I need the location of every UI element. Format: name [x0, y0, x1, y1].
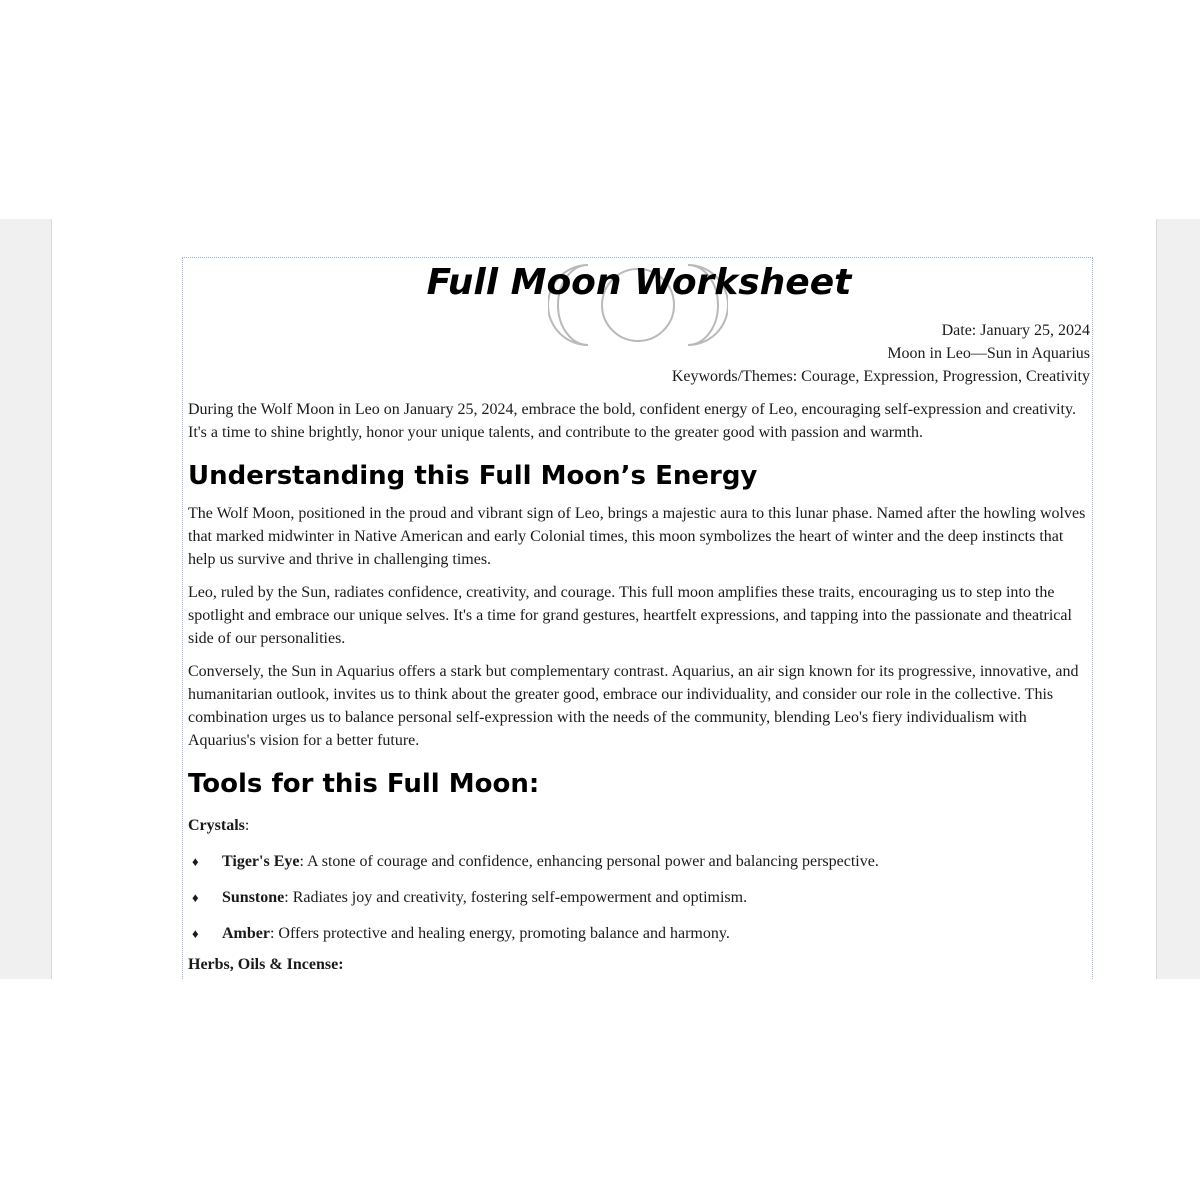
worksheet-meta — [188, 319, 1090, 388]
crystals-label-colon: : — [244, 817, 250, 834]
list-item — [188, 886, 1090, 909]
list-item — [188, 922, 1090, 945]
crystals-label — [188, 814, 1090, 837]
crystal-description: : Radiates joy and creativity, fostering self-empowerment and optimism. — [284, 889, 748, 906]
energy-paragraph: Leo, ruled by the Sun, radiates confidence, creativity, and courage. This full moon amplifies these traits, encouraging us to step into the spotlight and embrace our unique selves. It's a time for grand gestures, heartfelt expressions, and tapping into the passionate and theatrical side of our personalities. — [188, 584, 1072, 647]
placement-line: Moon in Leo—Sun in Aquarius — [887, 345, 1090, 362]
document-viewport[interactable] — [0, 219, 1200, 979]
energy-paragraph: Conversely, the Sun in Aquarius offers a stark but complementary contrast. Aquarius, an air sign known for its progressive, innovative, and humanitarian outlook, invites us to think about the greater good, embrace our individuality, and consider our role in the collective. This combination urges us to balance personal self-expression with the needs of the community, blending Leo's fiery individualism with Aquarius's vision for a better future. — [188, 663, 1079, 749]
crystal-name: Tiger's Eye — [222, 853, 300, 870]
crystal-description: : Offers protective and healing energy, promoting balance and harmony. — [269, 925, 730, 942]
crystals-label-text: Crystals — [188, 817, 245, 834]
crystal-name: Sunstone — [222, 889, 285, 906]
intro-paragraph: During the Wolf Moon in Leo on January 25, 2024, embrace the bold, confident energy of Leo, encouraging self-expression and creativity. It's a time to shine brightly, honor your unique talents, and contribute to the greater good with passion and warmth. — [188, 401, 1076, 441]
date-line: Date: January 25, 2024 — [941, 322, 1090, 339]
keywords-line: Keywords/Themes: Courage, Expression, Progression, Creativity — [671, 368, 1090, 385]
crystals-list — [188, 850, 1090, 945]
page-content — [188, 257, 1090, 976]
tools-heading: Tools for this Full Moon: — [188, 769, 540, 799]
crystal-name: Amber — [222, 925, 270, 942]
page-title: Full Moon Worksheet — [426, 262, 852, 303]
energy-paragraph: The Wolf Moon, positioned in the proud and vibrant sign of Leo, brings a majestic aura to this lunar phase. Named after the howling wolves that marked midwinter in Native American and early Colonial times, this moon symbolizes the heart of winter and the deep instincts that help us survive and thrive in challenging times. — [188, 505, 1086, 568]
diamond-bullet-icon: ♦ — [192, 890, 199, 905]
crystal-description: : A stone of courage and confidence, enhancing personal power and balancing perspective. — [299, 853, 879, 870]
energy-heading: Understanding this Full Moon’s Energy — [188, 461, 758, 491]
diamond-bullet-icon: ♦ — [192, 926, 199, 941]
herbs-label: Herbs, Oils & Incense: — [188, 956, 344, 973]
diamond-bullet-icon: ♦ — [192, 854, 199, 869]
list-item — [188, 850, 1090, 873]
document-page — [51, 219, 1157, 979]
